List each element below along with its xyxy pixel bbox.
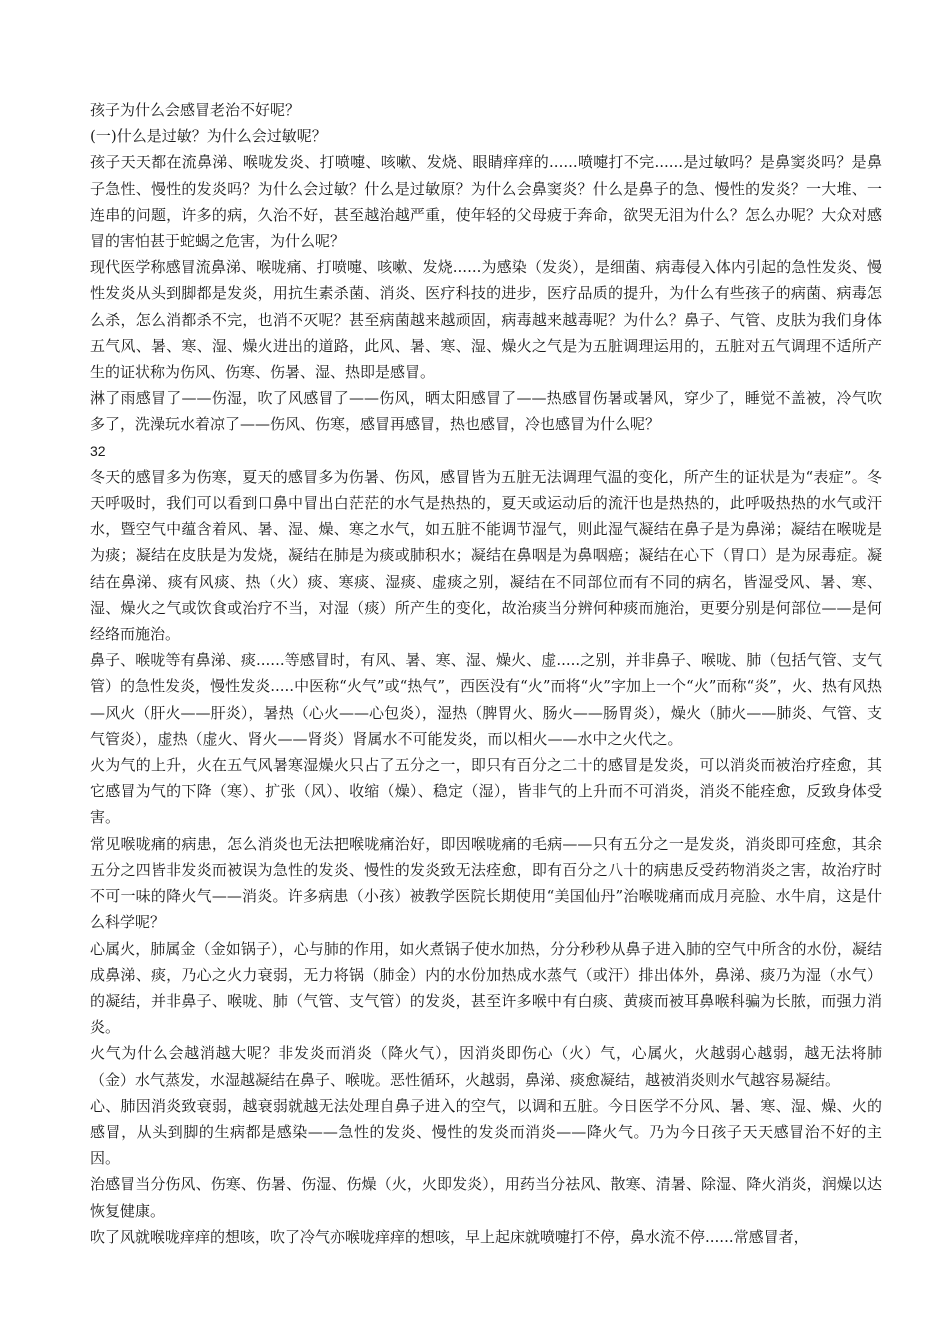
- paragraph: 现代医学称感冒流鼻涕、喉咙痛、打喷嚏、咳嗽、发烧......为感染（发炎），是细菌、病毒侵入体内引起的急性发炎、慢性发炎从头到脚都是发炎，用抗生素杀菌、消炎、医疗科技的进步，医疗品质的提升，为什么有些孩子的病菌、病毒怎么杀，怎么消都杀不完，也消不灭呢？甚至病菌越来越顽固，病毒越来越毒呢？为什么？鼻子、气管、皮肤为我们身体五气风、暑、寒、湿、燥火进出的道路，此风、暑、寒、湿、燥火之气是为五脏调理运用的，五脏对五气调理不适所产生的证状称为伤风、伤寒、伤暑、湿、热即是感冒。: [90, 258, 882, 382]
- paragraph: 冬天的感冒多为伤寒，夏天的感冒多为伤暑、伤风，感冒皆为五脏无法调理气温的变化，所产生的证状是为“表症”。冬天呼吸时，我们可以看到口鼻中冒出白茫茫的水气是热热的，夏天或运动后的流汗也是热热的，此呼吸热热的水气或汗水，暨空气中蕴含着风、暑、湿、燥、寒之水气，如五脏不能调节湿气，则此湿气凝结在鼻子是为鼻涕；凝结在喉咙是为痰；凝结在皮肤是为发烧，凝结在肺是为痰或肺积水；凝结在鼻咽是为鼻咽癌；凝结在心下（胃口）是为尿毒症。凝结在鼻涕、痰有风痰、热（火）痰、寒痰、湿痰、虚痰之别，凝结在不同部位而有不同的病名，皆湿受风、暑、寒、湿、燥火之气或饮食或治疗不当，对湿（痰）所产生的变化，故治痰当分辨何种痰而施治，更要分别是何部位——是何经络而施治。: [90, 467, 882, 644]
- paragraph: 鼻子、喉咙等有鼻涕、痰......等感冒时，有风、暑、寒、湿、燥火、虚.....之别，并非鼻子、喉咙、肺（包括气管、支气管）的急性发炎，慢性发炎.....中医称“火气”或“热气”，西医没有“火”而将“火”字加上一个“火”而称“炎”，火、热有风热—风火（肝火——肝炎），暑热（心火——心包炎），湿热（脾胃火、肠火——肠胃炎），燥火（肺火——肺炎、气管、支气管炎），虚热（虚火、肾火——肾炎）肾属水不可能发炎，而以相火——水中之火代之。: [90, 651, 882, 748]
- paragraph: 常见喉咙痛的病患，怎么消炎也无法把喉咙痛治好，即因喉咙痛的毛病——只有五分之一是发炎，消炎即可痊愈，其余五分之四皆非发炎而被误为急性的发炎、慢性的发炎致无法痊愈，即有百分之八十的病患反受药物消炎之害，故治疗时不可一味的降火气——消炎。许多病患（小孩）被教学医院长期使用“美国仙丹”治喉咙痛而成月亮脸、水牛肩，这是什么科学呢？: [90, 834, 882, 932]
- page-number: 32: [90, 442, 106, 459]
- paragraph: 火为气的上升，火在五气风暑寒湿燥火只占了五分之一，即只有百分之二十的感冒是发炎，可以消炎而被治疗痊愈，其它感冒为气的下降（寒）、扩张（风）、收缩（燥）、稳定（湿），皆非气的上升而不可消炎，消炎不能痊愈，反致身体受害。: [90, 756, 882, 827]
- paragraph: 淋了雨感冒了——伤湿，吹了风感冒了——伤风，晒太阳感冒了——热感冒伤暑或暑风，穿少了，睡觉不盖被，冷气吹多了，洗澡玩水着凉了——伤风、伤寒，感冒再感冒，热也感冒，冷也感冒为什么呢？: [90, 389, 882, 434]
- document-page: [90, 97, 882, 1250]
- paragraph: 吹了风就喉咙痒痒的想咳，吹了冷气亦喉咙痒痒的想咳，早上起床就喷嚏打不停，鼻水流不停......常感冒者，: [90, 1227, 809, 1246]
- paragraph: 心、肺因消炎致衰弱，越衰弱就越无法处理自鼻子进入的空气，以调和五脏。今日医学不分风、暑、寒、湿、燥、火的感冒，从头到脚的生病都是感染——急性的发炎、慢性的发炎而消炎——降火气。乃为今日孩子天天感冒治不好的主因。: [90, 1096, 882, 1168]
- paragraph: 孩子天天都在流鼻涕、喉咙发炎、打喷嚏、咳嗽、发烧、眼睛痒痒的......喷嚏打不完......是过敏吗？是鼻窦炎吗？是鼻子急性、慢性的发炎吗？为什么会过敏？什么是过敏原？为什么会鼻窦炎？什么是鼻子的急、慢性的发炎？一大堆、一连串的问题，许多的病，久治不好，甚至越治越严重，使年轻的父母疲于奔命，欲哭无泪为什么？怎么办呢？大众对感冒的害怕甚于蛇蝎之危害，为什么呢？: [90, 153, 882, 251]
- section-heading: (一)什么是过敏？为什么会过敏呢？: [90, 127, 327, 146]
- paragraph: 火气为什么会越消越大呢？非发炎而消炎（降火气），因消炎即伤心（火）气，心属火，火越弱心越弱，越无法将肺（金）水气蒸发，水湿越凝结在鼻子、喉咙。恶性循环，火越弱，鼻涕、痰愈凝结，越被消炎则水气越容易凝结。: [90, 1044, 882, 1089]
- paragraph: 心属火，肺属金（金如锅子），心与肺的作用，如火煮锅子使水加热，分分秒秒从鼻子进入肺的空气中所含的水份，凝结成鼻涕、痰，乃心之火力衰弱，无力将锅（肺金）内的水份加热成水蒸气（或汗）排出体外，鼻涕、痰乃为湿（水气）的凝结，并非鼻子、喉咙、肺（气管、支气管）的发炎，甚至许多喉中有白痰、黄痰而被耳鼻喉科骗为长脓，而强力消炎。: [90, 939, 882, 1037]
- document-title: 孩子为什么会感冒老治不好呢？: [90, 101, 301, 119]
- paragraph: 治感冒当分伤风、伤寒、伤暑、伤湿、伤燥（火，火即发炎），用药当分祛风、散寒、清暑、除湿、降火消炎，润燥以达恢复健康。: [90, 1175, 882, 1220]
